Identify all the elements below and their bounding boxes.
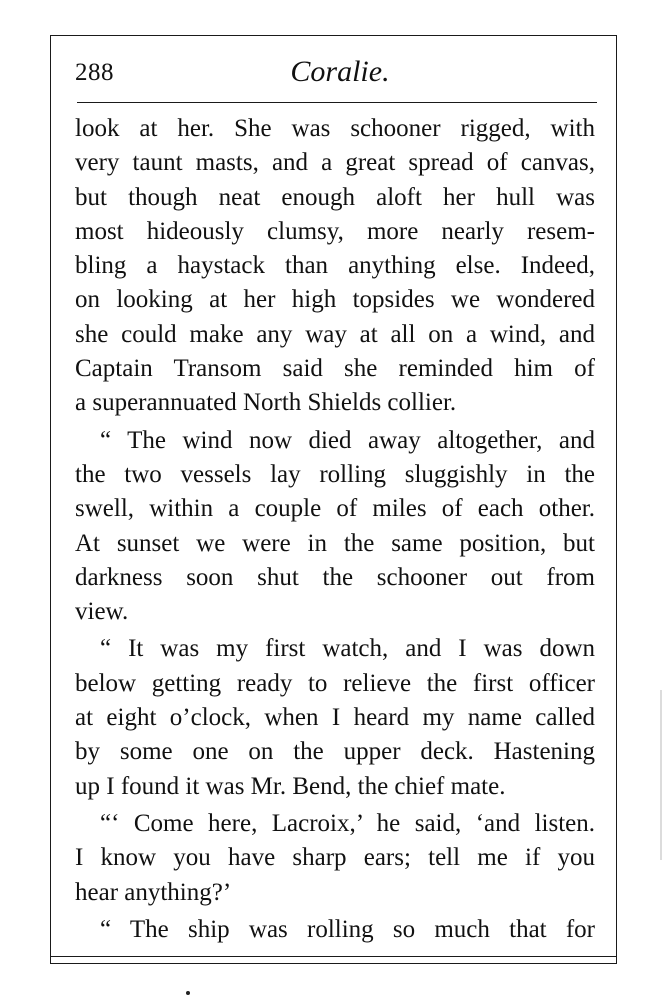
text-line: hear anything?’ bbox=[75, 878, 232, 906]
text-line: below getting ready to relieve the first officer bbox=[75, 669, 595, 697]
text-line: “ The ship was rolling so much that for bbox=[100, 915, 595, 943]
text-line: up I found it was Mr. Bend, the chief mate. bbox=[75, 772, 506, 800]
text-line: “ The wind now died away altogether, and bbox=[100, 426, 595, 454]
text-line: bling a haystack than anything else. Indeed, bbox=[75, 252, 595, 280]
text-line: I know you have sharp ears; tell me if you bbox=[75, 844, 595, 872]
page-border-inner-rule bbox=[50, 956, 617, 957]
body-text bbox=[75, 112, 595, 947]
paragraph bbox=[75, 913, 595, 947]
paragraph bbox=[75, 807, 595, 910]
running-title: Coralie. bbox=[290, 55, 390, 88]
text-line: At sunset we were in the same position, but bbox=[75, 529, 595, 557]
text-line: on looking at her high topsides we wondered bbox=[75, 286, 595, 314]
text-line: Captain Transom said she reminded him of bbox=[75, 355, 595, 383]
text-line: most hideously clumsy, more nearly resem- bbox=[75, 217, 595, 245]
ink-speck bbox=[186, 991, 190, 995]
paragraph bbox=[75, 632, 595, 803]
text-line: view. bbox=[75, 598, 129, 626]
text-line: the two vessels lay rolling sluggishly in the bbox=[75, 460, 595, 488]
scan-edge-mark bbox=[660, 690, 662, 860]
text-line: swell, within a couple of miles of each other. bbox=[75, 495, 595, 523]
paragraph bbox=[75, 424, 595, 630]
header-rule bbox=[77, 102, 597, 103]
text-line: she could make any way at all on a wind, and bbox=[75, 320, 595, 348]
text-line: by some one on the upper deck. Hastening bbox=[75, 738, 595, 766]
paragraph bbox=[75, 112, 595, 421]
text-line: darkness soon shut the schooner out from bbox=[75, 563, 595, 591]
page-number: 288 bbox=[75, 59, 114, 86]
text-line: but though neat enough aloft her hull was bbox=[75, 183, 595, 211]
text-line: very taunt masts, and a great spread of canvas, bbox=[75, 149, 595, 177]
text-line: “ It was my first watch, and I was down bbox=[100, 635, 595, 663]
text-line: at eight o’clock, when I heard my name called bbox=[75, 704, 595, 732]
text-line: look at her. She was schooner rigged, with bbox=[75, 115, 595, 142]
text-line: a superannuated North Shields collier. bbox=[75, 389, 457, 417]
text-line: “‘ Come here, Lacroix,’ he said, ‘and listen. bbox=[100, 809, 595, 837]
page-header bbox=[75, 55, 595, 95]
